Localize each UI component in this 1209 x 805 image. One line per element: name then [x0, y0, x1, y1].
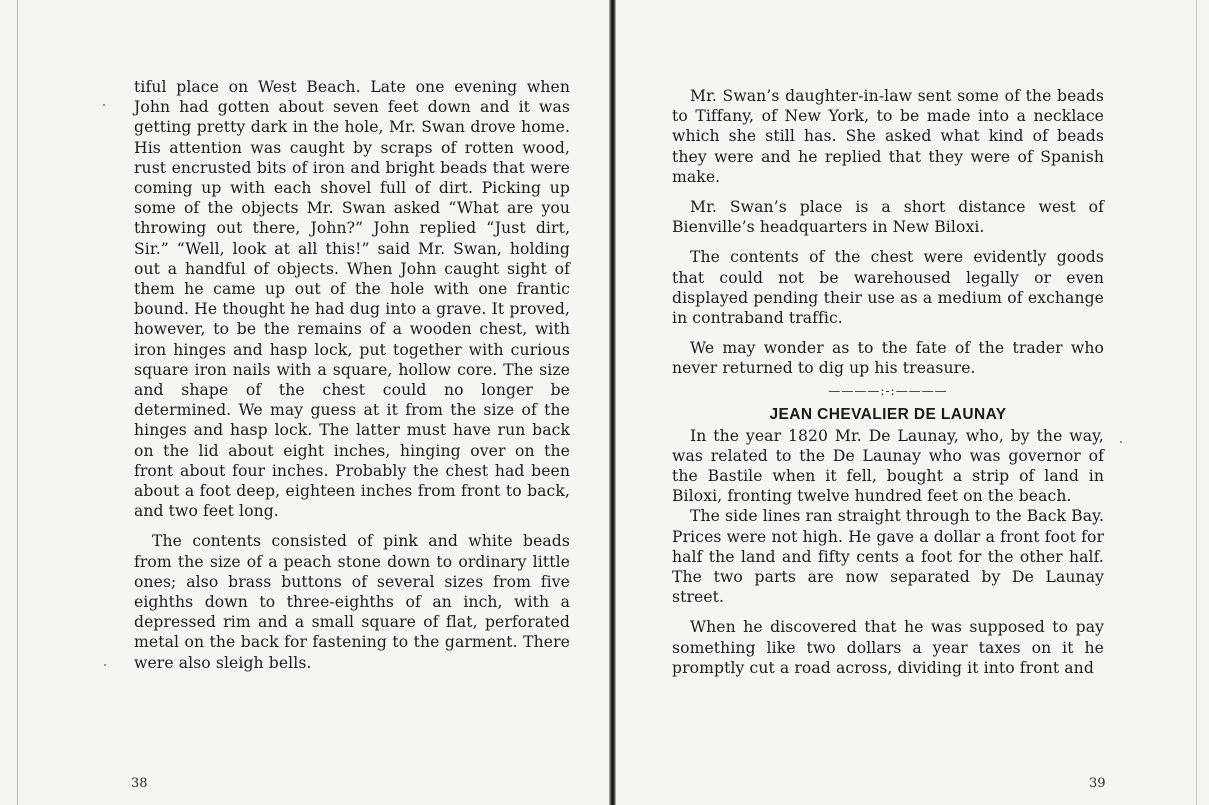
left-paragraph-1: tiful place on West Beach. Late one evening when John had gotten about seven feet down and it was getting pretty dark in the hole, Mr. Swan drove home. His attention was caught by scraps of rotten wood, rust encrusted bits of iron and bright beads that were coming up with each shovel full of dirt. Picking up some of the objects Mr. Swan asked “What are you throwing out there, John?” John replied “Just dirt, Sir.” “Well, look at all this!” said Mr. Swan, holding out a handful of objects. When John caught sight of them he came up out of the hole with one frantic bound. He thought he had dug into a grave. It proved, however, to be the remains of a wooden chest, with iron hinges and hasp lock, put together with curious square iron nails with a square, hollow core. The size and shape of the chest could no longer be determined. We may guess at it from the size of the hinges and hasp lock. The latter must have run back on the lid about eight inches, hinging over on the front about four inches. Probably the chest had been about a foot deep, eighteen inches from front to back, and two feet long.: [134, 78, 570, 521]
right-paragraph-6: The side lines ran straight through to the Back Bay. Prices were not high. He gave a dollar a front foot for half the land and fifty cents a foot for the other half. The two parts are now separated by De Launay street.: [672, 507, 1104, 607]
scan-speck: [104, 664, 106, 666]
right-paragraph-2: Mr. Swan’s place is a short distance west of Bienville’s headquarters in New Biloxi.: [672, 198, 1104, 237]
right-page-number: 39: [1089, 776, 1106, 791]
left-edge-line: [17, 0, 18, 805]
scan-speck: [103, 104, 105, 106]
section-separator: ————:-:————: [828, 383, 948, 398]
right-edge-line: [1196, 0, 1197, 805]
section-heading: JEAN CHEVALIER DE LAUNAY: [769, 405, 1007, 423]
book-gutter: [609, 0, 616, 805]
right-paragraph-5: In the year 1820 Mr. De Launay, who, by the way, was related to the De Launay who was governor of the Bastile when it fell, bought a strip of land in Biloxi, fronting twelve hundred feet on the beach.: [672, 426, 1104, 506]
right-page-text: [672, 86, 1104, 678]
left-page-text: [134, 77, 570, 673]
left-paragraph-2: The contents consisted of pink and white beads from the size of a peach stone down to ordinary little ones; also brass buttons of several sizes from five eighths down to three-eighths of an inch, with a depressed rim and a small square of flat, perforated metal on the back for fastening to the garment. There were also sleigh bells.: [134, 532, 570, 672]
right-paragraph-4: We may wonder as to the fate of the trader who never returned to dig up his treasure.: [672, 339, 1104, 378]
right-paragraph-1: Mr. Swan’s daughter-in-law sent some of the beads to Tiffany, of New York, to be made into a necklace which she still has. She asked what kind of beads they were and he replied that they were of Spanish make.: [672, 87, 1104, 186]
scan-speck: [1120, 441, 1122, 443]
left-page-number: 38: [131, 776, 148, 791]
right-paragraph-3: The contents of the chest were evidently goods that could not be warehoused legally or even displayed pending their use as a medium of exchange in contraband traffic.: [672, 248, 1104, 328]
right-paragraph-7: When he discovered that he was supposed to pay something like two dollars a year taxes on it he promptly cut a road across, dividing it into front and: [672, 618, 1104, 677]
